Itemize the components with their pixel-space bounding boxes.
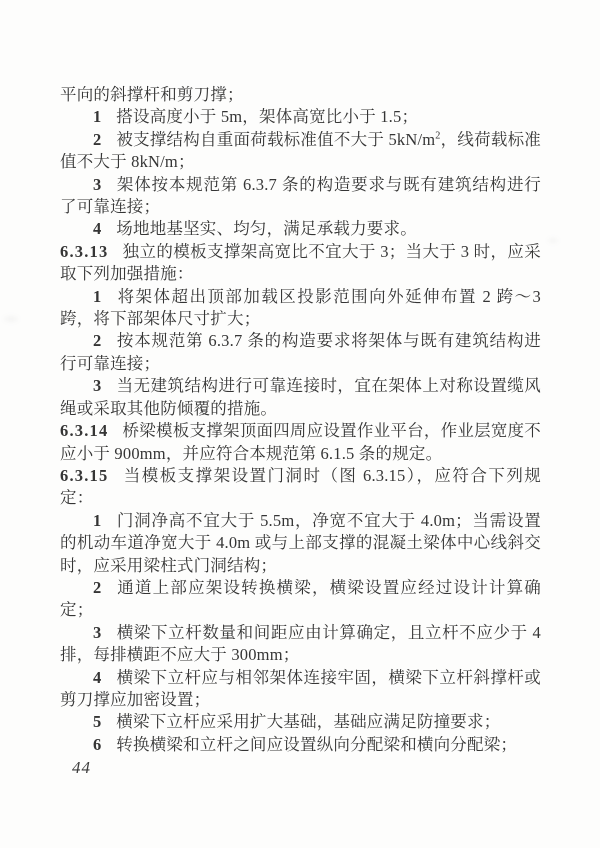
list-item [60,106,541,128]
page-number: 44 [72,758,91,777]
list-item [60,218,541,240]
paragraph-text: 门洞净高不宜大于 5.5m，净宽不宜大于 4.0m；当需设置的机动车道净宽大于 4.0m 或与上部支撑的混凝土梁体中心线斜交时，应采用梁柱式门洞结构； [60,510,541,575]
clause-paragraph-6-3-15 [60,465,541,510]
list-item [60,667,541,712]
item-number: 3 [93,376,102,396]
paragraph-text: 架体按本规范第 6.3.7 条的构造要求与既有建筑结构进行了可靠连接； [60,174,541,217]
clause-number: 6.3.13 [60,241,109,261]
item-number: 4 [93,667,102,687]
item-number: 6 [93,734,102,754]
list-item [60,577,541,622]
list-item [60,622,541,667]
paragraph-text: 通道上部应架设转换横梁，横梁设置应经过设计计算确定； [60,577,541,620]
paragraph-text: 将架体超出顶部加载区投影范围向外延伸布置 2 跨～3 跨，将下部架体尺寸扩大； [60,286,541,329]
paragraph-text: 横梁下立杆数量和间距应由计算确定，且立杆不应少于 4 排，每排横距不应大于 300mm； [60,622,541,665]
scan-smudge [4,316,18,322]
item-number: 2 [93,129,102,149]
superscript: 2 [435,130,441,142]
list-item [60,734,541,756]
list-item [60,375,541,420]
item-number: 2 [93,331,102,351]
item-number: 3 [93,622,102,642]
item-number: 1 [93,107,102,127]
paragraph-text: 搭设高度小于 5m，架体高宽比小于 1.5； [116,107,419,127]
clause-paragraph-6-3-13 [60,241,541,286]
item-number: 2 [93,577,102,597]
list-item [60,286,541,331]
paragraph-text: 按本规范第 6.3.7 条的构造要求将架体与既有建筑结构进行可靠连接； [60,331,541,373]
paragraph-text: 平向的斜撑杆和剪刀撑； [60,85,244,104]
paragraph-text: ，线荷载标准值不大于 8kN/m； [60,129,542,172]
list-item [60,510,541,577]
scan-smudge [548,238,558,243]
item-number: 1 [93,286,102,306]
paragraph-text: 场地地基坚实、均匀，满足承载力要求。 [116,219,417,239]
item-number: 4 [93,219,102,239]
paragraph-text: 当无建筑结构进行可靠连接时，宜在架体上对称设置缆风绳或采取其他防倾覆的措施。 [60,376,541,418]
continuation-paragraph [60,84,541,106]
list-item [60,129,541,174]
item-number: 1 [93,510,102,530]
clause-paragraph-6-3-14 [60,420,541,465]
list-item [60,330,541,375]
content-column [60,84,541,756]
clause-number: 6.3.15 [60,465,109,485]
list-item [60,711,541,733]
paragraph-text: 横梁下立杆应采用扩大基础，基础应满足防撞要求； [116,712,501,732]
clause-number: 6.3.14 [60,421,109,441]
paragraph-text: 当模板支撑架设置门洞时（图 6.3.15），应符合下列规定： [60,465,541,508]
list-item [60,174,541,219]
paragraph-text: 横梁下立杆应与相邻架体连接牢固，横梁下立杆斜撑杆或剪刀撑应加密设置； [60,667,541,709]
paragraph-text: 被支撑结构自重面荷载标准值不大于 5kN/m [116,129,436,149]
paragraph-text: 转换横梁和立杆之间应设置纵向分配梁和横向分配梁； [116,734,518,754]
paragraph-text: 独立的模板支撑架高宽比不宜大于 3；当大于 3 时，应采取下列加强措施： [60,241,541,284]
item-number: 5 [93,712,102,732]
item-number: 3 [93,174,102,194]
paragraph-text: 桥梁模板支撑架顶面四周应设置作业平台，作业层宽度不应小于 900mm，并应符合本规范第 6.1.5 条的规定。 [60,421,541,463]
